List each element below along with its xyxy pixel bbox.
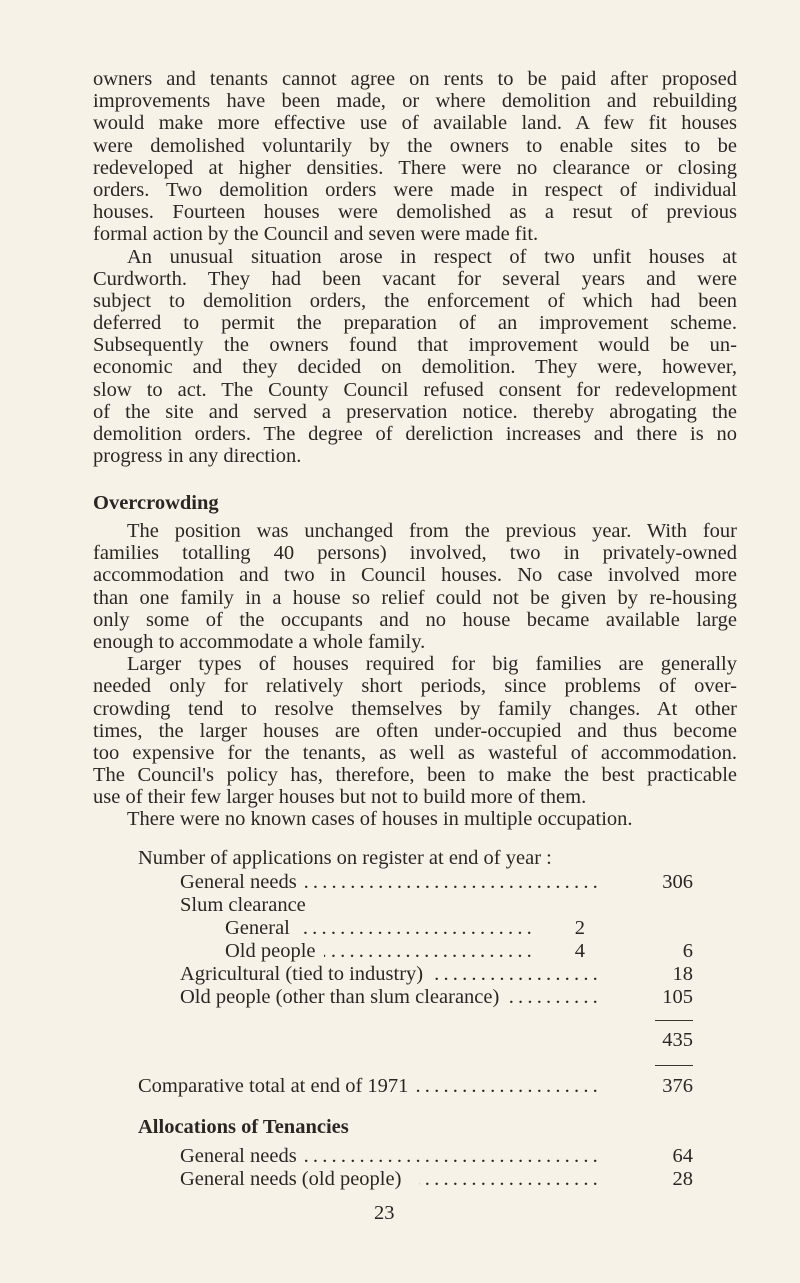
text-line: An unusual situation arose in respect of two unfit houses at xyxy=(127,245,737,268)
page-number: 23 xyxy=(374,1202,395,1224)
table-row xyxy=(0,894,800,917)
section-heading-overcrowding: Overcrowding xyxy=(93,492,219,514)
applications-title: Number of applications on register at end of year : xyxy=(138,847,552,869)
row-sub-value: 4 xyxy=(574,940,585,962)
row-label: General xyxy=(225,917,290,939)
table-row xyxy=(0,940,800,963)
text-line: families totalling 40 persons) involved, two in privately-owned xyxy=(93,542,737,565)
text-line: needed only for relatively short periods, since problems of over- xyxy=(93,675,737,698)
applications-title-row xyxy=(0,847,800,870)
text-line: formal action by the Council and seven were made fit. xyxy=(93,223,539,246)
text-line: The position was unchanged from the previous year. With four xyxy=(127,520,737,542)
table-row xyxy=(0,917,800,940)
dot-leader xyxy=(507,986,602,1009)
dot-leader xyxy=(305,871,602,894)
row-value: 64 xyxy=(672,1145,693,1167)
text-line: enough to accommodate a whole family. xyxy=(93,630,426,653)
text-line: slow to act. The County Council refused consent for redevelopment xyxy=(93,378,737,401)
total-value: 435 xyxy=(662,1029,693,1051)
text-line: would make more effective use of available land. A few fit houses xyxy=(93,112,737,135)
text-line: redeveloped at higher densities. There were no clearance or closing xyxy=(93,156,737,179)
table-row xyxy=(0,986,800,1009)
text-line: of the site and served a preservation notice. thereby abrogating the xyxy=(93,400,737,423)
text-line: times, the larger houses are often under-occupied and thus become xyxy=(93,719,737,742)
row-value: 6 xyxy=(682,940,693,962)
text-line: Larger types of houses required for big families are generally xyxy=(127,653,737,676)
table-row xyxy=(0,871,800,894)
row-label: Old people xyxy=(225,940,316,962)
row-label: Old people (other than slum clearance) xyxy=(180,986,500,1008)
row-label: General needs xyxy=(180,871,297,893)
text-line: demolition orders. The degree of dereliction increases and there is no xyxy=(93,423,737,445)
text-line: use of their few larger houses but not to build more of them. xyxy=(93,786,587,809)
text-line: orders. Two demolition orders were made in respect of individual xyxy=(93,178,737,201)
text-line: only some of the occupants and no house became available large xyxy=(93,608,737,631)
comparative-value: 376 xyxy=(662,1075,693,1097)
text-line: economic and they decided on demolition. They were, however, xyxy=(93,356,737,379)
dot-leader xyxy=(305,1145,602,1168)
row-value: 306 xyxy=(662,871,693,893)
text-line: owners and tenants cannot agree on rents to be paid after proposed xyxy=(93,68,737,90)
row-sub-value: 2 xyxy=(574,917,585,939)
dot-leader xyxy=(298,917,536,940)
text-line: There were no known cases of houses in multiple occupation. xyxy=(127,808,633,831)
text-line: Curdworth. They had been vacant for several years and were xyxy=(93,267,737,290)
text-line: too expensive for the tenants, as well as wasteful of accommodation. xyxy=(93,741,737,764)
text-line: Subsequently the owners found that improvement would be un- xyxy=(93,334,737,357)
table-row xyxy=(0,1168,800,1191)
row-label: Slum clearance xyxy=(180,894,306,916)
text-line: deferred to permit the preparation of an improvement scheme. xyxy=(93,312,737,335)
text-line: progress in any direction. xyxy=(93,445,302,468)
text-line: accommodation and two in Council houses. No case involved more xyxy=(93,564,737,587)
total-row xyxy=(0,1029,800,1052)
text-line: houses. Fourteen houses were demolished as a resut of previous xyxy=(93,201,737,224)
text-line: were demolished voluntarily by the owners to enable sites to be xyxy=(93,134,737,157)
row-label: General needs xyxy=(180,1145,297,1167)
text-line: than one family in a house so relief could not be given by re-housing xyxy=(93,586,737,609)
text-line: improvements have been made, or where demolition and rebuilding xyxy=(93,90,737,113)
text-line: subject to demolition orders, the enforcement of which had been xyxy=(93,289,737,312)
dot-leader xyxy=(431,963,602,986)
table-row xyxy=(0,963,800,986)
row-value: 105 xyxy=(662,986,693,1008)
text-line: crowding tend to resolve themselves by family changes. At other xyxy=(93,697,737,720)
dot-leader xyxy=(410,1075,602,1098)
row-label: General needs (old people) xyxy=(180,1168,402,1190)
row-value: 28 xyxy=(672,1168,693,1190)
row-value: 18 xyxy=(672,963,693,985)
body-text-overcrowding xyxy=(93,520,737,831)
comparative-row xyxy=(0,1075,800,1098)
section-heading-allocations: Allocations of Tenancies xyxy=(138,1116,349,1138)
dot-leader xyxy=(324,940,536,963)
row-label: Comparative total at end of 1971 xyxy=(138,1075,409,1097)
total-rule-top xyxy=(655,1020,693,1021)
row-label: Agricultural (tied to industry) xyxy=(180,963,424,985)
table-row xyxy=(0,1145,800,1168)
body-text-housing xyxy=(93,68,737,467)
dot-leader xyxy=(419,1168,602,1191)
text-line: The Council's policy has, therefore, been to make the best practicable xyxy=(93,764,737,787)
total-rule-bottom xyxy=(655,1065,693,1066)
